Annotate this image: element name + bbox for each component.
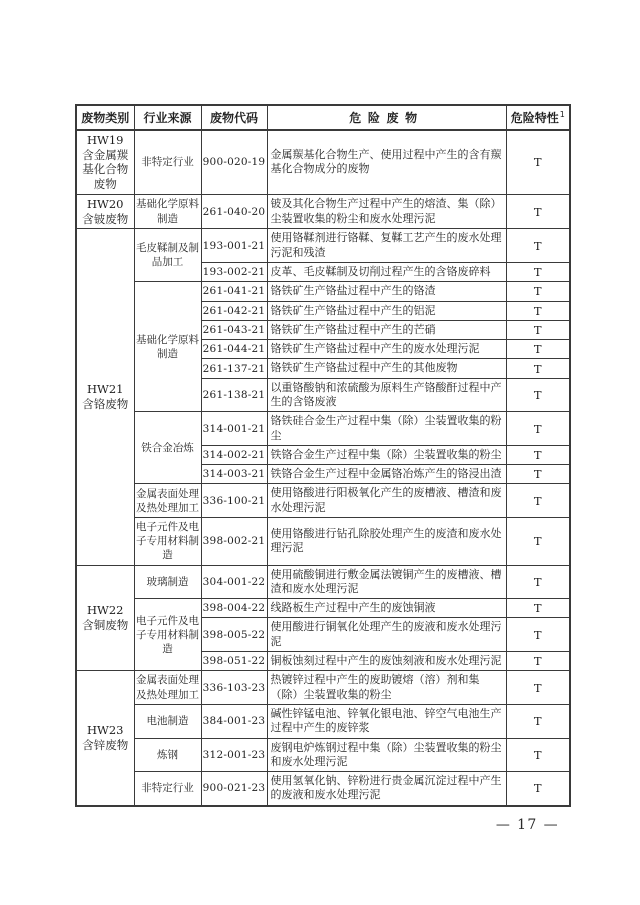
industry-cell: 炼钢 bbox=[134, 738, 201, 772]
table-row bbox=[76, 194, 570, 228]
page-number: — 17 — bbox=[495, 816, 559, 833]
waste-desc-cell: 废钢电炉炼钢过程中集（除）尘装置收集的粉尘和废水处理污泥 bbox=[267, 738, 506, 772]
industry-cell: 金属表面处理及热处理加工 bbox=[134, 671, 201, 705]
industry-cell: 玻璃制造 bbox=[134, 565, 201, 599]
hazard-cell: T bbox=[506, 738, 570, 772]
waste-code-cell: 398-002-21 bbox=[201, 518, 267, 566]
table-row bbox=[76, 599, 570, 618]
hazard-cell: T bbox=[506, 704, 570, 738]
waste-code-cell: 261-137-21 bbox=[201, 359, 267, 378]
waste-desc-cell: 铁铬合金生产过程中集（除）尘装置收集的粉尘 bbox=[267, 445, 506, 464]
waste-desc-cell: 使用氢氧化钠、锌粉进行贵金属沉淀过程中产生的废液和废水处理污泥 bbox=[267, 772, 506, 806]
hazard-cell: T bbox=[506, 282, 570, 301]
table-row bbox=[76, 772, 570, 806]
table-row bbox=[76, 565, 570, 599]
hazard-cell: T bbox=[506, 130, 570, 194]
table-row bbox=[76, 704, 570, 738]
waste-desc-cell: 线路板生产过程中产生的废蚀铜液 bbox=[267, 599, 506, 618]
category-cell bbox=[76, 229, 134, 565]
waste-code-cell: 314-002-21 bbox=[201, 445, 267, 464]
waste-desc-cell: 热镀锌过程中产生的废助镀熔（溶）剂和集（除）尘装置收集的粉尘 bbox=[267, 671, 506, 705]
waste-desc-cell: 铬铁矿生产铬盐过程中产生的铬渣 bbox=[267, 282, 506, 301]
waste-desc-cell: 铬铁矿生产铬盐过程中产生的废水处理污泥 bbox=[267, 340, 506, 359]
hazardous-waste-table bbox=[75, 104, 571, 807]
table-row bbox=[76, 671, 570, 705]
category-id: HW23 bbox=[87, 723, 124, 738]
hazard-cell: T bbox=[506, 340, 570, 359]
hazard-cell: T bbox=[506, 262, 570, 281]
waste-desc-cell: 使用铬酸进行阳极氧化产生的废槽液、槽渣和废水处理污泥 bbox=[267, 484, 506, 518]
hazard-cell: T bbox=[506, 194, 570, 228]
waste-code-cell: 398-004-22 bbox=[201, 599, 267, 618]
industry-column-header: 行业来源 bbox=[134, 105, 201, 130]
hazard-cell: T bbox=[506, 465, 570, 484]
hazard-column-header bbox=[506, 105, 570, 130]
hazardous-waste-table-wrap bbox=[75, 104, 569, 833]
hazard-cell: T bbox=[506, 565, 570, 599]
industry-cell: 电池制造 bbox=[134, 704, 201, 738]
waste-desc-cell: 使用硫酸铜进行敷金属法镀铜产生的废槽液、槽渣和废水处理污泥 bbox=[267, 565, 506, 599]
waste-code-cell: 314-001-21 bbox=[201, 412, 267, 446]
waste-desc-cell: 金属羰基化合物生产、使用过程中产生的含有羰基化合物成分的废物 bbox=[267, 130, 506, 194]
waste-desc-cell: 铁铬合金生产过程中金属铬冶炼产生的铬浸出渣 bbox=[267, 465, 506, 484]
waste-desc-cell: 铜板蚀刻过程中产生的废蚀刻液和废水处理污泥 bbox=[267, 652, 506, 671]
waste-code-cell: 384-001-23 bbox=[201, 704, 267, 738]
waste-desc-cell: 以重铬酸钠和浓硫酸为原料生产铬酸酐过程中产生的含铬废液 bbox=[267, 378, 506, 412]
hazard-cell: T bbox=[506, 484, 570, 518]
hazard-cell: T bbox=[506, 320, 570, 339]
industry-cell: 基础化学原料制造 bbox=[134, 194, 201, 228]
category-cell bbox=[76, 130, 134, 194]
category-name: 含锌废物 bbox=[82, 738, 129, 753]
hazard-cell: T bbox=[506, 518, 570, 566]
waste-code-cell: 261-042-21 bbox=[201, 301, 267, 320]
waste-code-cell: 398-051-22 bbox=[201, 652, 267, 671]
waste-code-cell: 398-005-22 bbox=[201, 618, 267, 652]
category-cell bbox=[76, 671, 134, 806]
category-name: 含铜废物 bbox=[82, 617, 129, 632]
category-name: 含铬废物 bbox=[82, 396, 129, 411]
category-id: HW20 bbox=[87, 196, 124, 211]
waste-code-cell: 336-103-23 bbox=[201, 671, 267, 705]
category-id: HW19 bbox=[87, 133, 124, 147]
industry-cell: 非特定行业 bbox=[134, 130, 201, 194]
hazard-cell: T bbox=[506, 772, 570, 806]
category-name: 含铍废物 bbox=[82, 211, 129, 226]
table-row bbox=[76, 738, 570, 772]
waste-desc-cell: 碱性锌锰电池、锌氧化银电池、锌空气电池生产过程中产生的废锌浆 bbox=[267, 704, 506, 738]
waste-code-cell: 261-041-21 bbox=[201, 282, 267, 301]
table-row bbox=[76, 282, 570, 301]
waste-code-cell: 261-043-21 bbox=[201, 320, 267, 339]
hazard-cell: T bbox=[506, 652, 570, 671]
waste-code-cell: 900-020-19 bbox=[201, 130, 267, 194]
table-row bbox=[76, 484, 570, 518]
category-id: HW21 bbox=[87, 382, 124, 397]
waste-code-cell: 900-021-23 bbox=[201, 772, 267, 806]
waste-code-cell: 261-044-21 bbox=[201, 340, 267, 359]
table-row bbox=[76, 412, 570, 446]
waste-desc-cell: 使用铬鞣剂进行铬鞣、复鞣工艺产生的废水处理污泥和残渣 bbox=[267, 229, 506, 263]
hazard-cell: T bbox=[506, 412, 570, 446]
waste-desc-cell: 皮革、毛皮鞣制及切削过程产生的含铬废碎料 bbox=[267, 262, 506, 281]
category-name: 含金属羰基化合物废物 bbox=[82, 147, 129, 192]
waste-desc-cell: 使用铬酸进行钻孔除胶处理产生的废渣和废水处理污泥 bbox=[267, 518, 506, 566]
industry-cell: 基础化学原料制造 bbox=[134, 282, 201, 412]
industry-cell: 非特定行业 bbox=[134, 772, 201, 806]
hazard-cell: T bbox=[506, 445, 570, 464]
waste-code-cell: 304-001-22 bbox=[201, 565, 267, 599]
category-cell bbox=[76, 565, 134, 671]
waste-code-cell: 336-100-21 bbox=[201, 484, 267, 518]
category-id: HW22 bbox=[87, 603, 124, 618]
waste-column-header bbox=[267, 105, 506, 130]
hazard-cell: T bbox=[506, 229, 570, 263]
waste-code-cell: 312-001-23 bbox=[201, 738, 267, 772]
hazard-footnote-marker: 1 bbox=[559, 110, 565, 119]
hazard-cell: T bbox=[506, 618, 570, 652]
hazard-column-header-label: 危险特性 bbox=[510, 111, 559, 125]
waste-code-cell: 314-003-21 bbox=[201, 465, 267, 484]
header-row bbox=[76, 105, 570, 130]
waste-code-cell: 261-040-20 bbox=[201, 194, 267, 228]
category-cell bbox=[76, 194, 134, 228]
category-column-header: 废物类别 bbox=[76, 105, 134, 130]
waste-desc-cell: 铬铁矿生产铬盐过程中产生的其他废物 bbox=[267, 359, 506, 378]
table-row bbox=[76, 130, 570, 194]
industry-cell: 毛皮鞣制及制品加工 bbox=[134, 229, 201, 282]
waste-desc-cell: 铬铁矿生产铬盐过程中产生的芒硝 bbox=[267, 320, 506, 339]
hazard-cell: T bbox=[506, 301, 570, 320]
industry-cell: 金属表面处理及热处理加工 bbox=[134, 484, 201, 518]
hazard-cell: T bbox=[506, 378, 570, 412]
waste-desc-cell: 铬铁硅合金生产过程中集（除）尘装置收集的粉尘 bbox=[267, 412, 506, 446]
waste-desc-cell: 铍及其化合物生产过程中产生的熔渣、集（除）尘装置收集的粉尘和废水处理污泥 bbox=[267, 194, 506, 228]
industry-cell: 铁合金冶炼 bbox=[134, 412, 201, 484]
waste-code-cell: 193-001-21 bbox=[201, 229, 267, 263]
industry-cell: 电子元件及电子专用材料制造 bbox=[134, 599, 201, 671]
hazard-cell: T bbox=[506, 359, 570, 378]
hazard-cell: T bbox=[506, 599, 570, 618]
code-column-header: 废物代码 bbox=[201, 105, 267, 130]
hazard-cell: T bbox=[506, 671, 570, 705]
industry-cell: 电子元件及电子专用材料制造 bbox=[134, 518, 201, 566]
waste-column-header-label: 危险废物 bbox=[349, 111, 424, 125]
table-row bbox=[76, 229, 570, 263]
waste-desc-cell: 使用酸进行铜氧化处理产生的废液和废水处理污泥 bbox=[267, 618, 506, 652]
waste-code-cell: 261-138-21 bbox=[201, 378, 267, 412]
table-row bbox=[76, 518, 570, 566]
waste-desc-cell: 铬铁矿生产铬盐过程中产生的铝泥 bbox=[267, 301, 506, 320]
waste-code-cell: 193-002-21 bbox=[201, 262, 267, 281]
